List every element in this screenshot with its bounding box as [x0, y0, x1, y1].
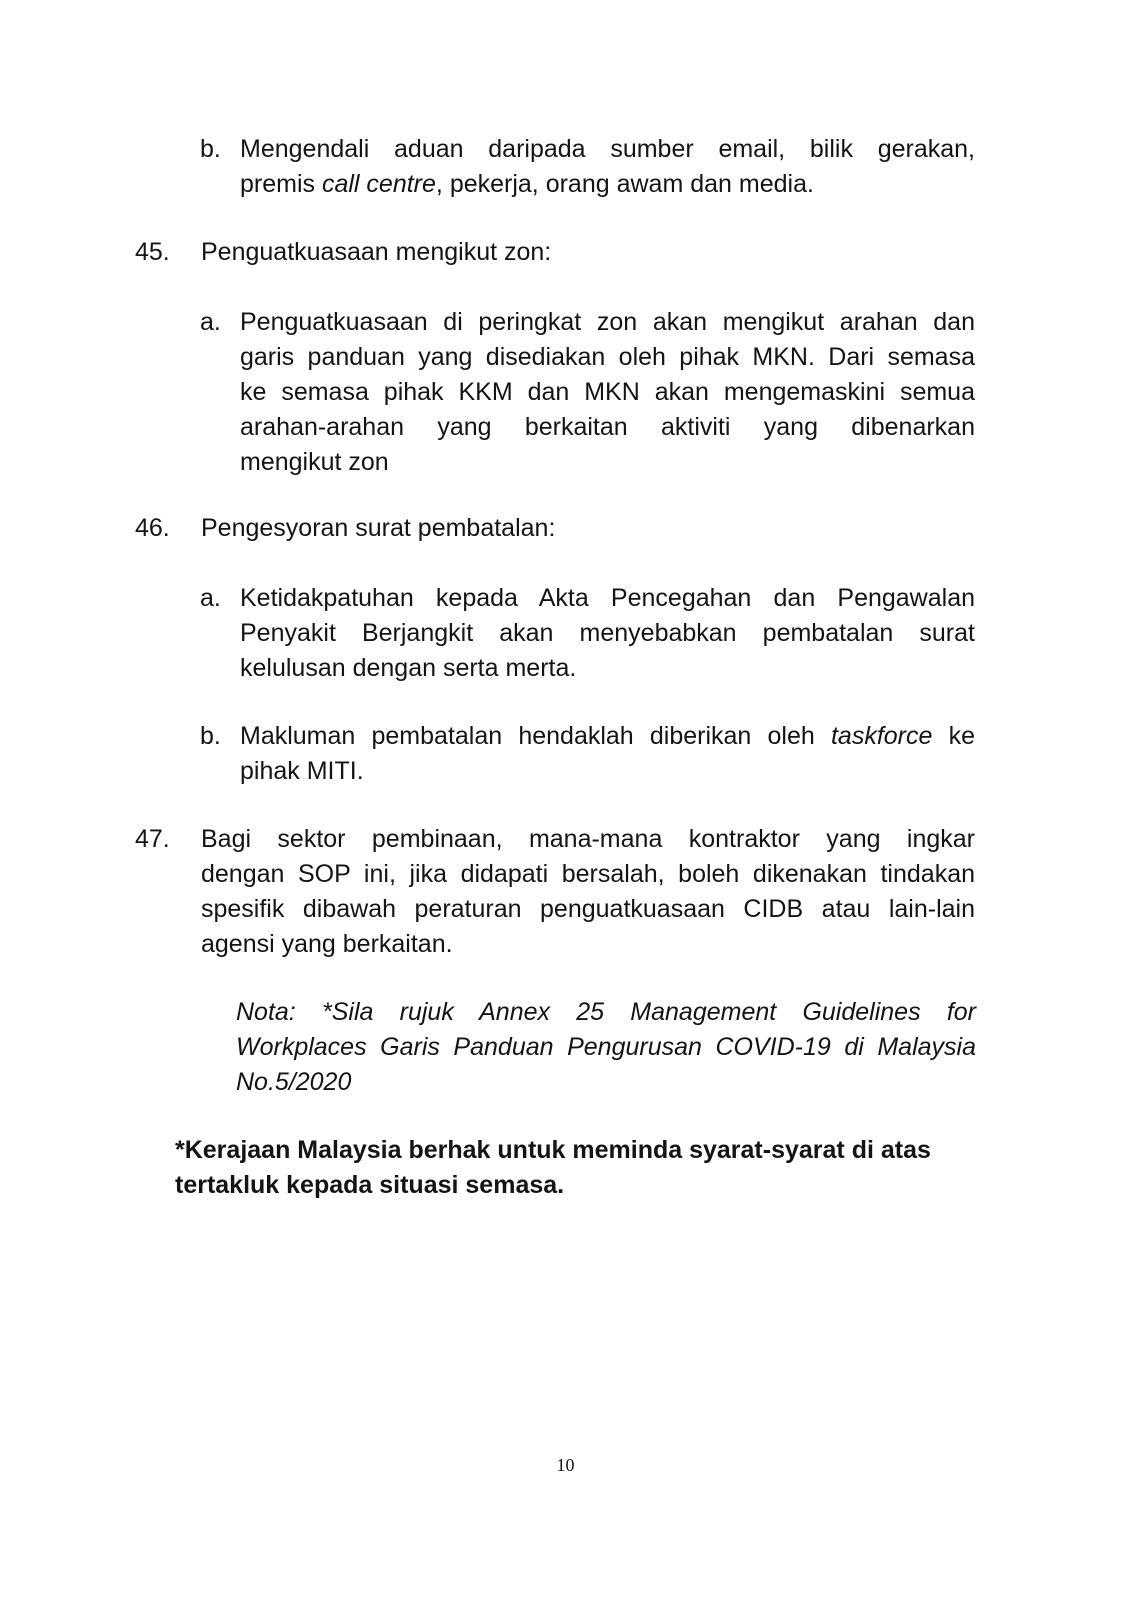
item-46b-text — [240, 719, 975, 789]
note-line-1: Nota: *Sila rujuk Annex 25 Management Guidelines for — [236, 998, 976, 1026]
item-45a-text — [240, 305, 975, 480]
item-46b-line-2: pihak MITI. — [240, 757, 364, 785]
item-46a-line-3: kelulusan dengan serta merta. — [240, 654, 577, 682]
item-47-text — [201, 822, 975, 962]
item-46b-italic-term: taskforce — [830, 722, 933, 750]
item-46-heading: Pengesyoran surat pembatalan: — [201, 514, 556, 542]
item-46a-marker: a. — [200, 584, 221, 612]
item-44b-line-2-start: premis — [240, 170, 322, 198]
disclaimer-line-2: tertakluk kepada situasi semasa. — [175, 1171, 565, 1199]
item-45a-line-2: garis panduan yang disediakan oleh pihak MKN. Dari semasa — [240, 343, 975, 371]
item-46a-line-2: Penyakit Berjangkit akan menyebabkan pembatalan surat — [240, 619, 975, 647]
item-46b-line-1-start: Makluman pembatalan hendaklah diberikan oleh — [240, 722, 831, 750]
item-46a-text — [240, 581, 975, 686]
item-45a-line-5: mengikut zon — [240, 448, 389, 476]
item-46 — [135, 511, 975, 546]
item-45a — [200, 305, 975, 480]
item-46b-line-1 — [240, 719, 975, 754]
note-line-3: No.5/2020 — [236, 1068, 352, 1096]
item-44b-line-1: Mengendali aduan daripada sumber email, bilik gerakan, — [240, 135, 975, 163]
item-47-number: 47. — [135, 825, 170, 853]
item-47-line-4: agensi yang berkaitan. — [201, 930, 453, 958]
item-44b-line-2-end: , pekerja, orang awam dan media. — [435, 170, 814, 198]
item-47-line-1: Bagi sektor pembinaan, mana-mana kontraktor yang ingkar — [201, 825, 975, 853]
item-46-number: 46. — [135, 514, 170, 542]
page-number: 10 — [556, 1455, 575, 1475]
item-45a-marker: a. — [200, 308, 221, 336]
disclaimer-line-1: *Kerajaan Malaysia berhak untuk meminda syarat-syarat di atas — [175, 1136, 931, 1164]
item-45 — [135, 235, 975, 270]
item-47 — [135, 822, 975, 962]
item-44b-line-2 — [240, 167, 975, 202]
note — [236, 995, 976, 1100]
item-46a — [200, 581, 975, 686]
item-45-heading: Penguatkuasaan mengikut zon: — [201, 238, 552, 266]
item-45a-line-3: ke semasa pihak KKM dan MKN akan mengemaskini semua — [240, 378, 975, 406]
item-44b-text — [240, 132, 975, 202]
item-45a-line-4: arahan-arahan yang berkaitan aktiviti yang dibenarkan — [240, 413, 975, 441]
item-46a-line-1: Ketidakpatuhan kepada Akta Pencegahan dan Pengawalan — [240, 584, 975, 612]
item-44b-italic-term: call centre — [321, 170, 436, 198]
item-46b-line-1-end: ke — [932, 722, 975, 750]
disclaimer — [175, 1133, 975, 1203]
item-46b-marker: b. — [200, 722, 221, 750]
item-44b-marker: b. — [200, 135, 221, 163]
item-47-line-2: dengan SOP ini, jika didapati bersalah, boleh dikenakan tindakan — [201, 860, 975, 888]
item-44b — [200, 132, 975, 202]
item-46b — [200, 719, 975, 789]
note-line-2: Workplaces Garis Panduan Pengurusan COVID-19 di Malaysia — [236, 1033, 976, 1061]
item-45a-line-1: Penguatkuasaan di peringkat zon akan mengikut arahan dan — [240, 308, 975, 336]
item-47-line-3: spesifik dibawah peraturan penguatkuasaan CIDB atau lain-lain — [201, 895, 975, 923]
item-45-number: 45. — [135, 238, 170, 266]
